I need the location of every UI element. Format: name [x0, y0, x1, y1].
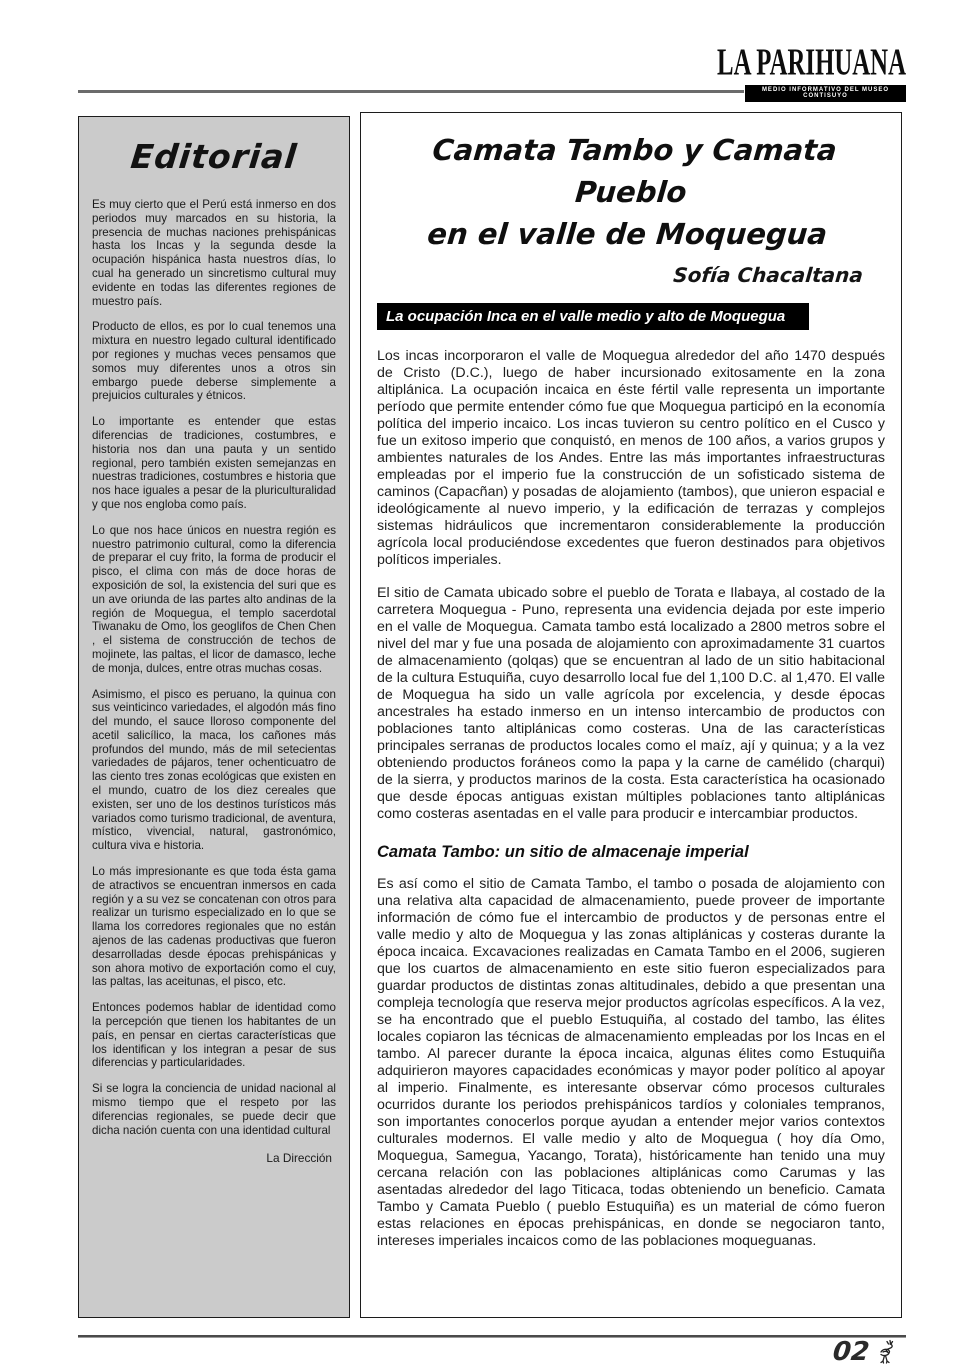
masthead-tagline-bar: MEDIO INFORMATIVO DEL MUSEO CONTISUYO	[745, 85, 906, 102]
editorial-paragraph: Asimismo, el pisco es peruano, la quinua con sus veinticinco variedades, el algodón más fino del mundo, el sauce lloroso componente del acetil salicílico, la maca, los cañones más profundos del mundo, más de mil setecientas variedades de pájaros, tener ochenticuatro de las ciento tres zonas ecológicas que existen en el mundo, cuatro de los diez cereales que existen, ser uno de los destinos turísticos más variados como turismo tradicional, de aventura, místico, vivencial, natural, gastronómico, cultura viva e historia.	[92, 687, 336, 853]
bottom-rule-divider	[78, 1335, 906, 1338]
masthead-title	[717, 39, 906, 83]
parihuana-bird-icon	[875, 1339, 895, 1365]
editorial-title: Editorial	[128, 137, 300, 176]
masthead-title-parihuana: PARIHUANA	[756, 40, 906, 83]
article-paragraph: El sitio de Camata ubicado sobre el pueblo de Torata e Ilabaya, al costado de la carretera Moquegua - Puno, representa una evidencia dejada por este imperio en el valle de Moquegua. Camata tambo está localizado a 2800 metros sobre el nivel del mar y fue una posada de alojamiento con aproximadamente 31 cuartos de almacenamiento (qolqas) que se encuentran al lado de un sitio habitacional de la cultura Estuquiña, cuyo desarrollo local fue del 1,100 D.C. al 1,470. El valle de Moquegua ha sido un valle agrícola por excelencia, y desde épocas ancestrales ha estado inmerso en un intenso intercambio de productos con poblaciones tanto altiplánicas como costeras. Una de las características principales serranas de productos locales como el maíz, ají y quinua; y a la vez obteniendo productos foráneos como la papa y la carne de camélido (charqui) de la sierra, y productos marinos de la costa. Esta característica ha ocasionado que desde épocas antiguas existan múltiples poblaciones tanto altiplánicas como costeras asentadas en el valle para producir e intercambiar productos.	[377, 585, 885, 822]
article-paragraph: Es así como el sitio de Camata Tambo, el tambo o posada de alojamiento con una relativa alta capacidad de almacenamiento, puede proveer de importante información de cómo fue el intercambio de productos y de personas entre el valle medio y alto de Moquegua y las zonas altiplánicas y costeras durante la época incaica. Excavaciones realizadas en Camata Tambo en el 2006, sugieren que los cuartos de almacenamiento en este sitio fueron especializados para guardar productos de distintas zonas altitudinales, debido a que presentan una compleja tecnología que reserva mejor productos agrícolas específicos. A la vez, se ha encontrado que el pueblo Estuquiña, al costado del tambo, las élites locales copiaron las técnicas de almacenamiento empleadas por los Incas en el tambo. Al parecer durante la época incaica, algunas élites como Estuquiña adquirieron mayores capacidades económicas y mayor poder político al apoyar al imperio. Finalmente, es interesante observar cómo procesos culturales ocurridos durante los periodos prehispánicos tardíos y coloniales tempranos, son importantes conocerlos porque ayudan a entender mejor varios contextos culturales modernos. El valle medio y alto de Moquegua ( hoy día Omo, Moquegua, Samegua, Yacango, Torata), históricamente han tenido una muy cercana relación con las poblaciones altiplánicas como Carumas y las asentadas alrededor del lago Titicaca, todas obteniendo un beneficio. Camata Tambo y Camata Pueblo ( pueblo Estuquiña) es un material de cómo fueron estas relaciones en épocas prehispánicas, en donde se negociaron tanto, intereses imperiales incaicos como de las poblaciones moqueguanas.	[377, 876, 885, 1249]
article-author: Sofía Chacaltana	[672, 263, 865, 287]
footer	[833, 1337, 895, 1367]
masthead-title-la: LA	[717, 40, 752, 83]
editorial-paragraph: Es muy cierto que el Perú está inmerso en dos periodos muy marcados en su historia, la presencia de muchas naciones prehispánicas hasta los Incas y la segunda desde la ocupación hispánica hasta nuestros días, lo cual ha generado un sincretismo cultural muy evidente en todas las diferentes regiones de muestro país.	[92, 198, 336, 308]
article-paragraph: Los incas incorporaron el valle de Moquegua alrededor del año 1470 después de Cristo (D.C.), luego de haber incursionado exitosamente en la zona altiplánica. La ocupación incaica en éste fértil valle representa un importante período que permite entender cómo fue que Moquegua participó en la economía política del imperio incaico. Los incas tuvieron su centro político en el Cusco y fue un exitoso imperio que conquistó, en menos de 100 años, a varios grupos y ambientes naturales de los Andes. Entre las más importantes infraestructuras empleadas por el imperio fue la construcción de un sofisticado sistema de caminos (Capacñan) y posadas de alojamiento (tambos), que unieron espacial e ideológicamente al nuevo imperio, y la edificación de terrazas y complejos sistemas hidráulicos que incrementaron considerablemente la producción agrícola local produciéndose excedentes que fueron destinados para objetivos políticos imperiales.	[377, 348, 885, 568]
article-title	[371, 129, 890, 255]
editorial-paragraph: Lo que nos hace únicos en nuestra región es nuestro patrimonio cultural, como la diferencia de preparar el cuy frito, la forma de producir el pisco, el clima con más de doce horas de exposición de sol, la existencia del suri que es un ave oriunda de las partes alto andinas de la región de Moquegua, el templo sacerdotal Tiwanaku de Omo, los geoglifos de Chen Chen , el sistema de construcción de techos de mojinete, las paltas, el licor de damasco, leche de monja, dulces, entre otras muchas cosas.	[92, 523, 336, 675]
editorial-paragraph: Si se logra la conciencia de unidad nacional al mismo tiempo que el respeto por las diferencias regionales, se puede decir que dicha nación cuenta con una identidad cultural	[92, 1082, 336, 1137]
article-title-line2: en el valle de Moquegua	[426, 217, 829, 251]
article-title-line1: Camata Tambo y Camata Pueblo	[431, 133, 839, 209]
editorial-paragraph: Lo importante es entender que estas diferencias de tradiciones, costumbres, e historia nos dan una pauta y un sentido regional, pero también existen semejanzas en nuestras tradiciones, costumbres e historia que nos hace iguales a pesar de la pluriculturalidad y que nos engloba como país.	[92, 415, 336, 511]
article-body	[377, 348, 885, 1250]
editorial-paragraph: Lo más impresionante es que toda ésta gama de atractivos se encuentran inmersos en cada región y a su vez se concatenan con otros para realizar un turismo especializado en lo que se llama los corredores regionales que no están ajenos de las cadenas productivas que fueron desarrolladas desde épocas prehispánicas y son ahora motivo de exportación como el cuy, las paltas, las aceitunas, el pisco, etc.	[92, 865, 336, 989]
editorial-body	[92, 198, 336, 1165]
top-rule-divider	[78, 90, 744, 93]
editorial-box	[78, 116, 350, 1318]
page-number: 02	[831, 1337, 871, 1367]
masthead	[700, 40, 906, 102]
article-subheading: Camata Tambo: un sitio de almacenaje imperial	[377, 843, 749, 861]
article-section-banner: La ocupación Inca en el valle medio y alto de Moquegua	[377, 303, 809, 330]
editorial-signature: La Dirección	[266, 1151, 332, 1166]
article-box	[360, 112, 902, 1318]
editorial-paragraph: Entonces podemos hablar de identidad como la percepción que tienen los habitantes de un país, en pensar en ciertas características que los identifican y los integran a pesar de sus diferencias y particularidades.	[92, 1001, 336, 1070]
editorial-paragraph: Producto de ellos, es por lo cual tenemos una mixtura en nuestro legado cultural identificado por regiones y muchas veces pensamos que somos muy diferentes unos a otros sin embargo puede deberse simplemente a prejuicios culturales y étnicos.	[92, 320, 336, 403]
